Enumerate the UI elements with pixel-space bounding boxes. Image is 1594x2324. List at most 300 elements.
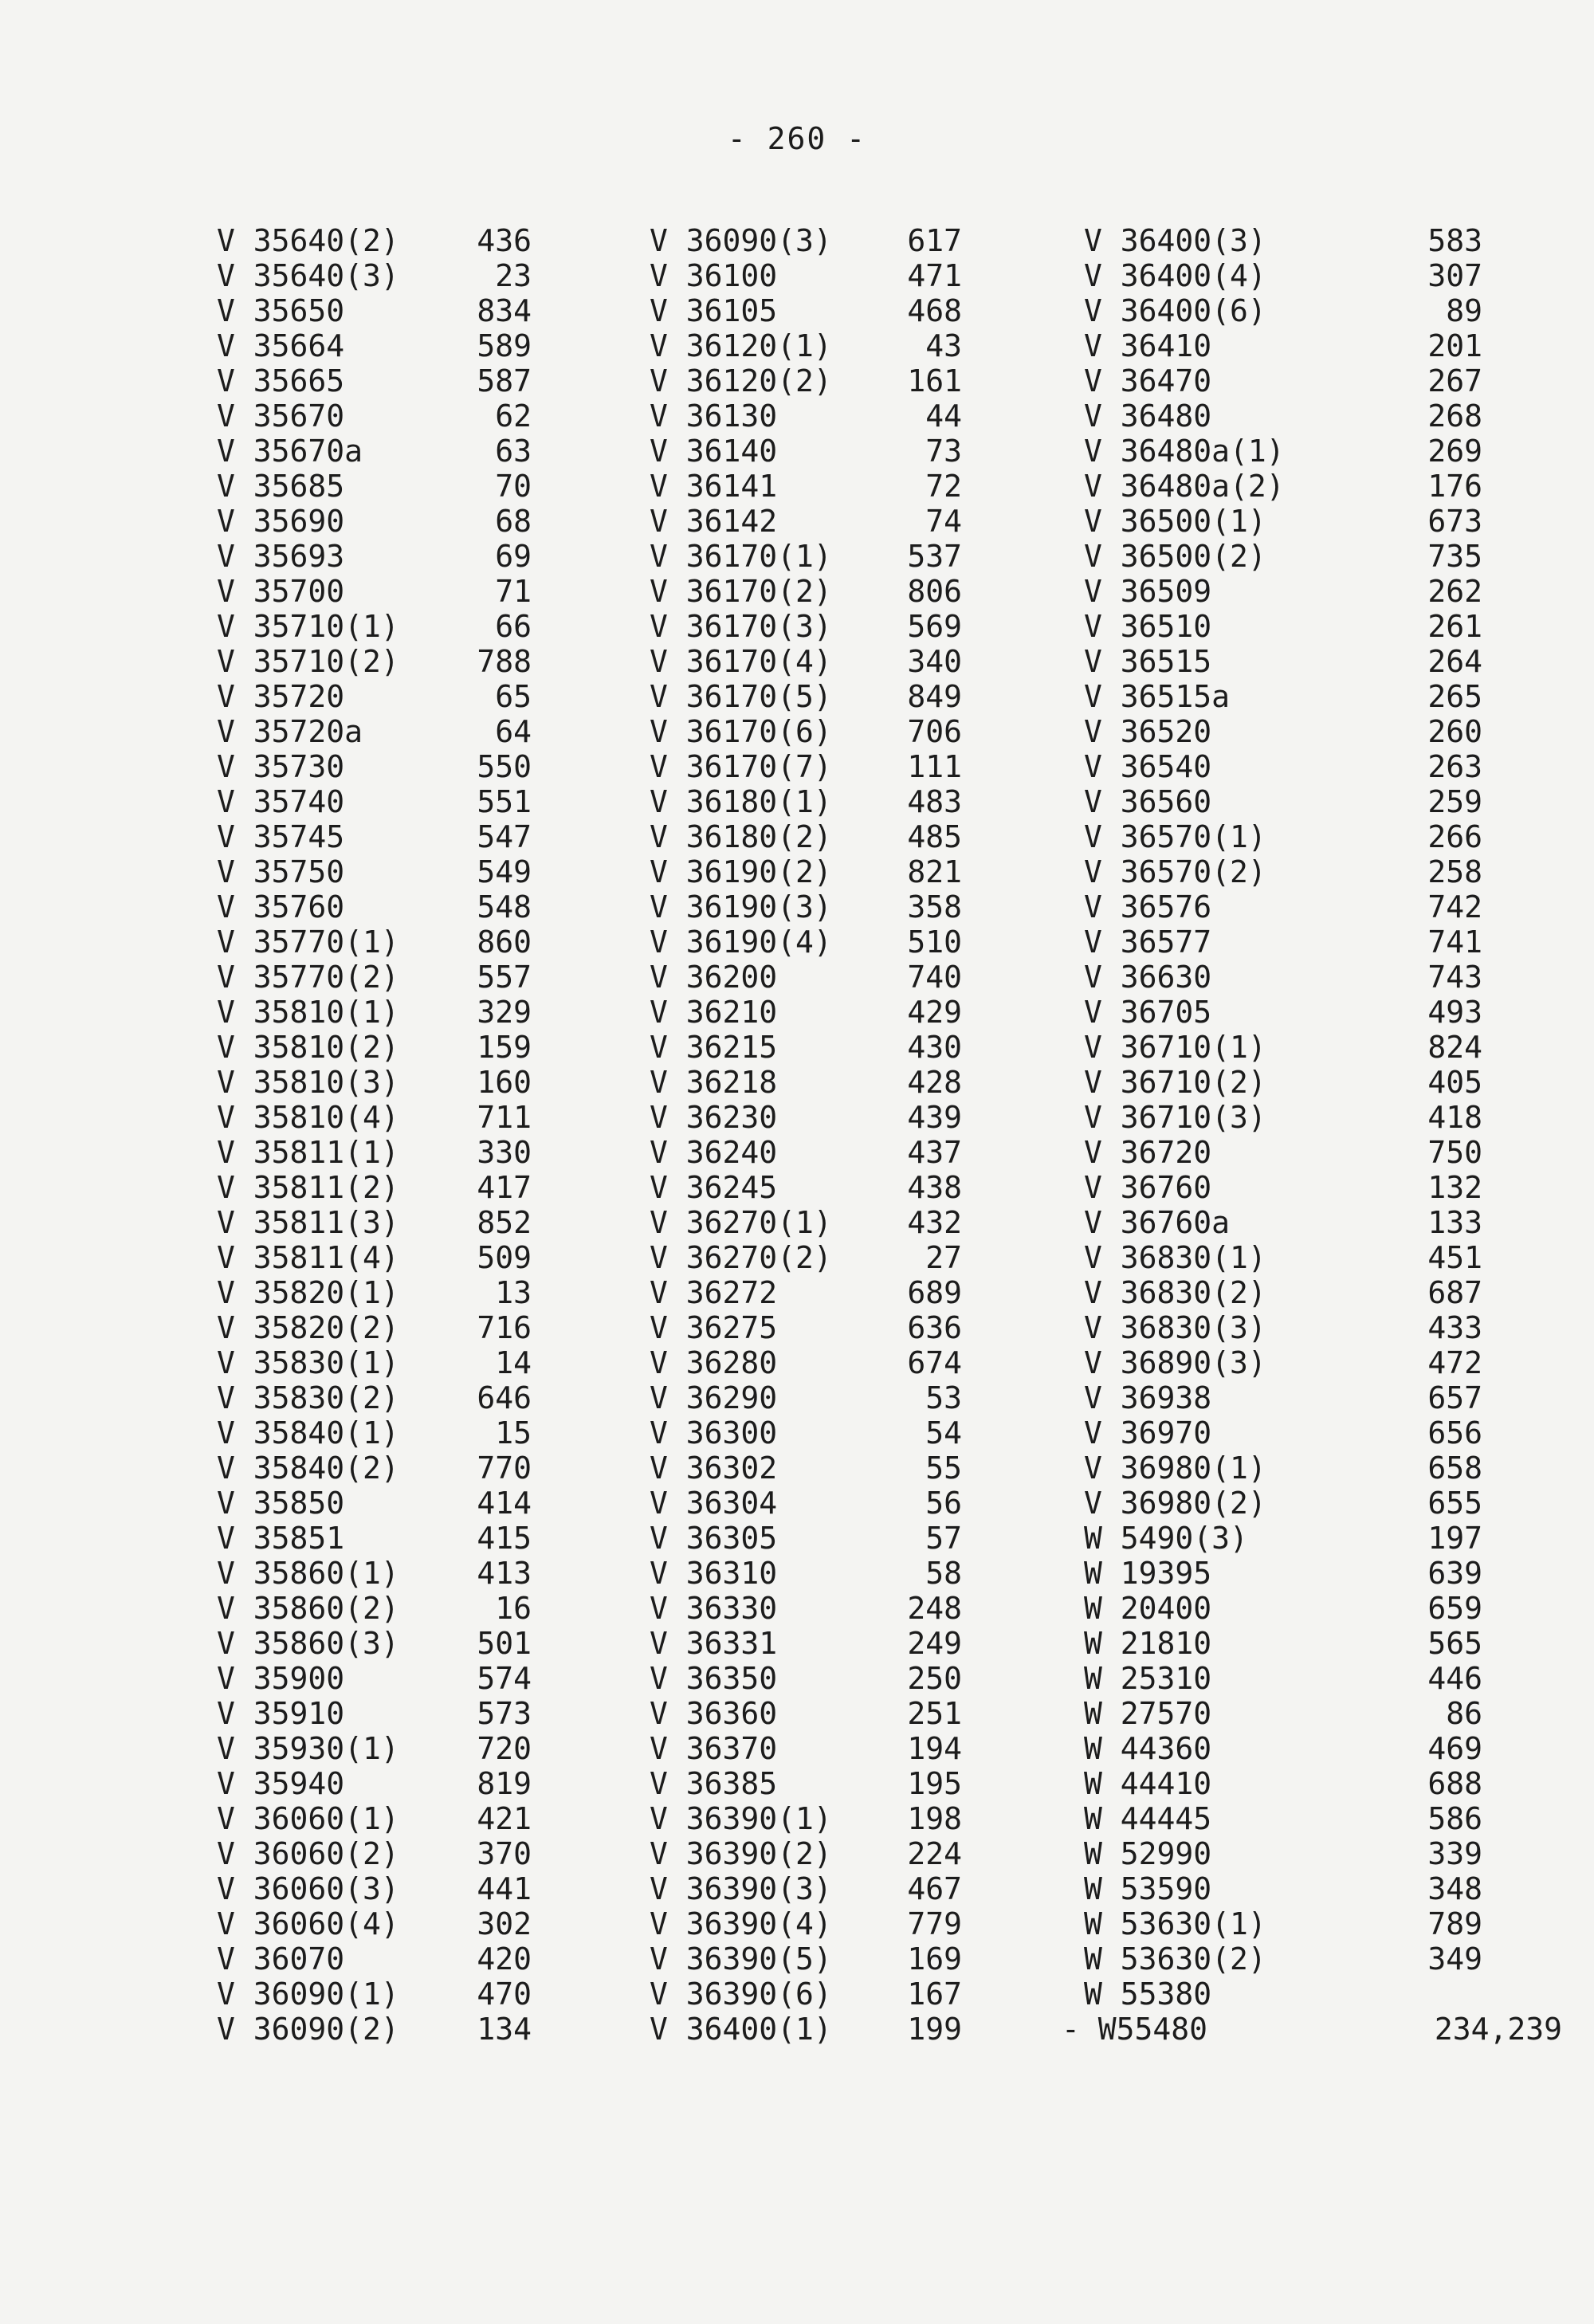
entry-reference: 63 bbox=[495, 434, 532, 469]
entry-code: V 36360 bbox=[650, 1696, 778, 1731]
entry-code: V 36305 bbox=[650, 1521, 778, 1556]
entry-code: V 36400(1) bbox=[650, 2012, 832, 2047]
entry-reference: 659 bbox=[1427, 1591, 1482, 1626]
entry-reference: 834 bbox=[477, 293, 532, 328]
entry-code: V 36577 bbox=[1084, 924, 1212, 960]
index-entry bbox=[217, 1170, 663, 1205]
entry-reference: 468 bbox=[907, 293, 962, 328]
entry-reference: 251 bbox=[907, 1696, 962, 1731]
index-entry bbox=[1084, 819, 1530, 854]
index-entry bbox=[650, 328, 1096, 363]
entry-reference: 852 bbox=[477, 1205, 532, 1240]
entry-reference: 706 bbox=[907, 714, 962, 749]
index-entry bbox=[217, 854, 663, 889]
entry-reference: 565 bbox=[1427, 1626, 1482, 1661]
entry-reference: 269 bbox=[1427, 434, 1482, 469]
entry-reference: 573 bbox=[477, 1696, 532, 1731]
entry-reference: 86 bbox=[1446, 1696, 1482, 1731]
entry-code: V 36170(6) bbox=[650, 714, 832, 749]
entry-reference: 68 bbox=[495, 504, 532, 539]
entry-code: W 21810 bbox=[1084, 1626, 1212, 1661]
entry-reference: 574 bbox=[477, 1661, 532, 1696]
index-entry bbox=[217, 539, 663, 574]
entry-reference: 250 bbox=[907, 1661, 962, 1696]
entry-code: V 36980(2) bbox=[1084, 1486, 1266, 1521]
index-entry bbox=[217, 1556, 663, 1591]
entry-code: W 53590 bbox=[1084, 1871, 1212, 1906]
entry-code: V 36230 bbox=[650, 1100, 778, 1135]
entry-reference: 711 bbox=[477, 1100, 532, 1135]
entry-code: V 36630 bbox=[1084, 960, 1212, 995]
entry-code: V 35740 bbox=[217, 784, 345, 819]
entry-code: V 36060(2) bbox=[217, 1836, 399, 1871]
entry-code: V 36938 bbox=[1084, 1380, 1212, 1415]
entry-code: V 36705 bbox=[1084, 995, 1212, 1030]
entry-code: V 36170(3) bbox=[650, 609, 832, 644]
entry-code: V 36060(1) bbox=[217, 1801, 399, 1836]
entry-reference: 548 bbox=[477, 889, 532, 924]
entry-reference: 430 bbox=[907, 1030, 962, 1065]
index-entry bbox=[1084, 258, 1530, 293]
entry-reference: 72 bbox=[925, 469, 962, 504]
entry-reference: 198 bbox=[907, 1801, 962, 1836]
entry-reference: 689 bbox=[907, 1275, 962, 1310]
entry-reference: 485 bbox=[907, 819, 962, 854]
entry-code: V 36710(2) bbox=[1084, 1065, 1266, 1100]
entry-code: V 36390(4) bbox=[650, 1906, 832, 1941]
index-entry bbox=[1084, 1380, 1530, 1415]
entry-reference: 433 bbox=[1427, 1310, 1482, 1345]
entry-reference: 161 bbox=[907, 363, 962, 398]
entry-code: V 36290 bbox=[650, 1380, 778, 1415]
entry-reference: 15 bbox=[495, 1415, 532, 1451]
index-entry bbox=[650, 1626, 1096, 1661]
entry-reference: 54 bbox=[925, 1415, 962, 1451]
entry-reference: 483 bbox=[907, 784, 962, 819]
entry-reference: 439 bbox=[907, 1100, 962, 1135]
entry-reference: 43 bbox=[925, 328, 962, 363]
entry-code: V 36390(1) bbox=[650, 1801, 832, 1836]
index-entry bbox=[650, 1766, 1096, 1801]
entry-reference: 420 bbox=[477, 1941, 532, 1977]
entry-reference: 132 bbox=[1427, 1170, 1482, 1205]
index-entry bbox=[650, 223, 1096, 258]
entry-code: V 36385 bbox=[650, 1766, 778, 1801]
entry-reference: 569 bbox=[907, 609, 962, 644]
entry-code: V 36215 bbox=[650, 1030, 778, 1065]
entry-reference: 421 bbox=[477, 1801, 532, 1836]
entry-code: V 35640(3) bbox=[217, 258, 399, 293]
index-entry bbox=[1084, 1836, 1530, 1871]
entry-reference: 261 bbox=[1427, 609, 1482, 644]
index-entry bbox=[217, 223, 663, 258]
entry-reference: 265 bbox=[1427, 679, 1482, 714]
entry-reference: 307 bbox=[1427, 258, 1482, 293]
index-entry bbox=[1084, 1030, 1530, 1065]
index-entry bbox=[1084, 1205, 1530, 1240]
entry-code: V 36105 bbox=[650, 293, 778, 328]
index-entry bbox=[1084, 1310, 1530, 1345]
index-entry bbox=[650, 714, 1096, 749]
index-entry bbox=[650, 679, 1096, 714]
entry-code: V 36540 bbox=[1084, 749, 1212, 784]
index-entry bbox=[650, 1591, 1096, 1626]
index-entry bbox=[650, 398, 1096, 434]
entry-code: V 36090(1) bbox=[217, 1977, 399, 2012]
entry-reference: 267 bbox=[1427, 363, 1482, 398]
entry-code: V 35693 bbox=[217, 539, 345, 574]
index-entry bbox=[217, 363, 663, 398]
entry-reference: 302 bbox=[477, 1906, 532, 1941]
index-entry bbox=[650, 644, 1096, 679]
index-entry bbox=[650, 539, 1096, 574]
entry-code: W 25310 bbox=[1084, 1661, 1212, 1696]
index-entry bbox=[1084, 1451, 1530, 1486]
entry-reference: 348 bbox=[1427, 1871, 1482, 1906]
index-entry bbox=[1084, 1871, 1530, 1906]
entry-code: V 36100 bbox=[650, 258, 778, 293]
entry-reference: 16 bbox=[495, 1591, 532, 1626]
entry-code: V 36190(4) bbox=[650, 924, 832, 960]
index-entry bbox=[650, 784, 1096, 819]
entry-code: V 36970 bbox=[1084, 1415, 1212, 1451]
entry-reference: 658 bbox=[1427, 1451, 1482, 1486]
entry-code: V 36245 bbox=[650, 1170, 778, 1205]
index-entry bbox=[217, 819, 663, 854]
index-entry bbox=[217, 1380, 663, 1415]
index-entry bbox=[217, 574, 663, 609]
entry-code: V 36070 bbox=[217, 1941, 345, 1977]
entry-reference: 656 bbox=[1427, 1415, 1482, 1451]
index-entry bbox=[650, 1977, 1096, 2012]
index-entry bbox=[217, 1906, 663, 1941]
entry-code: V 35690 bbox=[217, 504, 345, 539]
index-column-2 bbox=[650, 223, 1096, 2047]
index-entry bbox=[217, 609, 663, 644]
entry-reference: 636 bbox=[907, 1310, 962, 1345]
entry-reference: 201 bbox=[1427, 328, 1482, 363]
entry-reference: 779 bbox=[907, 1906, 962, 1941]
entry-reference: 735 bbox=[1427, 539, 1482, 574]
entry-reference: 358 bbox=[907, 889, 962, 924]
entry-reference: 329 bbox=[477, 995, 532, 1030]
entry-code: V 36302 bbox=[650, 1451, 778, 1486]
entry-reference: 849 bbox=[907, 679, 962, 714]
entry-code: V 35685 bbox=[217, 469, 345, 504]
entry-code: V 36510 bbox=[1084, 609, 1212, 644]
entry-code: V 35640(2) bbox=[217, 223, 399, 258]
index-entry bbox=[217, 1240, 663, 1275]
index-entry bbox=[1084, 434, 1530, 469]
entry-code: V 35760 bbox=[217, 889, 345, 924]
entry-code: V 36180(1) bbox=[650, 784, 832, 819]
entry-reference: 44 bbox=[925, 398, 962, 434]
index-entry bbox=[650, 819, 1096, 854]
entry-code: V 36500(1) bbox=[1084, 504, 1266, 539]
entry-reference: 195 bbox=[907, 1766, 962, 1801]
index-entry bbox=[217, 328, 663, 363]
entry-reference: 537 bbox=[907, 539, 962, 574]
entry-reference: 441 bbox=[477, 1871, 532, 1906]
entry-reference: 133 bbox=[1427, 1205, 1482, 1240]
entry-code: V 36570(1) bbox=[1084, 819, 1266, 854]
entry-reference: 159 bbox=[477, 1030, 532, 1065]
entry-reference: 62 bbox=[495, 398, 532, 434]
entry-code: V 36170(7) bbox=[650, 749, 832, 784]
index-entry bbox=[217, 1030, 663, 1065]
entry-reference: 197 bbox=[1427, 1521, 1482, 1556]
entry-code: W 20400 bbox=[1084, 1591, 1212, 1626]
entry-code: - W55480 bbox=[1062, 2012, 1208, 2047]
entry-code: V 36140 bbox=[650, 434, 778, 469]
index-entry bbox=[1084, 1240, 1530, 1275]
entry-reference: 429 bbox=[907, 995, 962, 1030]
index-entry bbox=[650, 1731, 1096, 1766]
entry-reference: 428 bbox=[907, 1065, 962, 1100]
index-entry bbox=[1084, 398, 1530, 434]
index-entry bbox=[650, 1486, 1096, 1521]
entry-reference: 639 bbox=[1427, 1556, 1482, 1591]
entry-code: V 36270(1) bbox=[650, 1205, 832, 1240]
index-entry bbox=[1062, 2012, 1562, 2047]
entry-reference: 860 bbox=[477, 924, 532, 960]
entry-reference: 687 bbox=[1427, 1275, 1482, 1310]
index-entry bbox=[217, 258, 663, 293]
index-entry bbox=[650, 293, 1096, 328]
entry-code: V 35720a bbox=[217, 714, 363, 749]
entry-reference: 587 bbox=[477, 363, 532, 398]
index-entry bbox=[650, 434, 1096, 469]
index-entry bbox=[650, 1065, 1096, 1100]
index-entry bbox=[650, 1100, 1096, 1135]
entry-code: V 36576 bbox=[1084, 889, 1212, 924]
index-entry bbox=[217, 960, 663, 995]
entry-reference: 510 bbox=[907, 924, 962, 960]
index-entry bbox=[217, 995, 663, 1030]
entry-reference: 263 bbox=[1427, 749, 1482, 784]
entry-code: V 35700 bbox=[217, 574, 345, 609]
entry-reference: 260 bbox=[1427, 714, 1482, 749]
entry-reference: 169 bbox=[907, 1941, 962, 1977]
entry-code: V 35811(1) bbox=[217, 1135, 399, 1170]
entry-code: V 35670a bbox=[217, 434, 363, 469]
index-entry bbox=[650, 1906, 1096, 1941]
entry-reference: 405 bbox=[1427, 1065, 1482, 1100]
entry-reference: 14 bbox=[495, 1345, 532, 1380]
index-entry bbox=[650, 1170, 1096, 1205]
index-entry bbox=[217, 1451, 663, 1486]
index-entry bbox=[1084, 1977, 1530, 2012]
page-number: - 260 - bbox=[727, 121, 867, 156]
entry-code: V 36890(3) bbox=[1084, 1345, 1266, 1380]
index-entry bbox=[1084, 1170, 1530, 1205]
index-entry bbox=[217, 293, 663, 328]
index-entry bbox=[650, 1871, 1096, 1906]
index-entry bbox=[217, 1626, 663, 1661]
entry-code: V 36710(1) bbox=[1084, 1030, 1266, 1065]
index-entry bbox=[650, 1205, 1096, 1240]
entry-code: V 35840(1) bbox=[217, 1415, 399, 1451]
index-entry bbox=[650, 1135, 1096, 1170]
entry-reference: 673 bbox=[1427, 504, 1482, 539]
entry-code: W 52990 bbox=[1084, 1836, 1212, 1871]
index-entry bbox=[1084, 714, 1530, 749]
entry-code: V 36272 bbox=[650, 1275, 778, 1310]
index-entry bbox=[650, 1345, 1096, 1380]
index-entry bbox=[1084, 223, 1530, 258]
entry-code: V 36390(6) bbox=[650, 1977, 832, 2012]
entry-code: V 36710(3) bbox=[1084, 1100, 1266, 1135]
entry-reference: 194 bbox=[907, 1731, 962, 1766]
entry-reference: 27 bbox=[925, 1240, 962, 1275]
entry-code: V 35910 bbox=[217, 1696, 345, 1731]
entry-code: V 36830(1) bbox=[1084, 1240, 1266, 1275]
index-entry bbox=[650, 363, 1096, 398]
index-entry bbox=[217, 1941, 663, 1977]
entry-reference: 73 bbox=[925, 434, 962, 469]
index-entry bbox=[217, 434, 663, 469]
entry-reference: 770 bbox=[477, 1451, 532, 1486]
entry-reference: 176 bbox=[1427, 469, 1482, 504]
entry-code: V 36170(5) bbox=[650, 679, 832, 714]
entry-code: V 36060(3) bbox=[217, 1871, 399, 1906]
entry-reference: 134 bbox=[477, 2012, 532, 2047]
index-entry bbox=[217, 644, 663, 679]
entry-reference: 471 bbox=[907, 258, 962, 293]
index-entry bbox=[217, 749, 663, 784]
entry-reference: 432 bbox=[907, 1205, 962, 1240]
entry-reference: 370 bbox=[477, 1836, 532, 1871]
entry-reference: 55 bbox=[925, 1451, 962, 1486]
entry-code: W 55380 bbox=[1084, 1977, 1212, 2012]
index-entry bbox=[650, 749, 1096, 784]
entry-code: V 36760 bbox=[1084, 1170, 1212, 1205]
entry-reference: 586 bbox=[1427, 1801, 1482, 1836]
index-entry bbox=[650, 1415, 1096, 1451]
entry-code: V 36142 bbox=[650, 504, 778, 539]
entry-reference: 551 bbox=[477, 784, 532, 819]
index-entry bbox=[1084, 1591, 1530, 1626]
entry-code: W 53630(2) bbox=[1084, 1941, 1266, 1977]
entry-code: V 35811(3) bbox=[217, 1205, 399, 1240]
entry-reference: 743 bbox=[1427, 960, 1482, 995]
index-entry bbox=[1084, 609, 1530, 644]
index-entry bbox=[650, 995, 1096, 1030]
entry-reference: 789 bbox=[1427, 1906, 1482, 1941]
index-entry bbox=[1084, 960, 1530, 995]
index-entry bbox=[1084, 1661, 1530, 1696]
entry-reference: 415 bbox=[477, 1521, 532, 1556]
entry-reference: 58 bbox=[925, 1556, 962, 1591]
index-entry bbox=[217, 1486, 663, 1521]
entry-reference: 824 bbox=[1427, 1030, 1482, 1065]
entry-code: V 36240 bbox=[650, 1135, 778, 1170]
entry-code: V 36480 bbox=[1084, 398, 1212, 434]
index-entry bbox=[217, 1065, 663, 1100]
index-entry bbox=[217, 1766, 663, 1801]
entry-code: V 35851 bbox=[217, 1521, 345, 1556]
entry-reference: 583 bbox=[1427, 223, 1482, 258]
entry-reference: 740 bbox=[907, 960, 962, 995]
index-entry bbox=[217, 1731, 663, 1766]
entry-reference: 646 bbox=[477, 1380, 532, 1415]
entry-code: V 35810(2) bbox=[217, 1030, 399, 1065]
index-entry bbox=[650, 258, 1096, 293]
entry-reference: 547 bbox=[477, 819, 532, 854]
index-entry bbox=[650, 1310, 1096, 1345]
index-entry bbox=[1084, 889, 1530, 924]
entry-reference: 788 bbox=[477, 644, 532, 679]
index-entry bbox=[650, 1521, 1096, 1556]
entry-code: V 36210 bbox=[650, 995, 778, 1030]
entry-code: W 44360 bbox=[1084, 1731, 1212, 1766]
entry-code: V 35745 bbox=[217, 819, 345, 854]
index-entry bbox=[217, 469, 663, 504]
entry-code: V 36830(3) bbox=[1084, 1310, 1266, 1345]
index-entry bbox=[217, 1345, 663, 1380]
entry-code: W 53630(1) bbox=[1084, 1906, 1266, 1941]
index-entry bbox=[1084, 1275, 1530, 1310]
entry-code: V 36275 bbox=[650, 1310, 778, 1345]
index-entry bbox=[650, 2012, 1096, 2047]
entry-reference: 742 bbox=[1427, 889, 1482, 924]
index-entry bbox=[1084, 1626, 1530, 1661]
entry-code: V 35710(2) bbox=[217, 644, 399, 679]
entry-reference: 469 bbox=[1427, 1731, 1482, 1766]
entry-reference: 549 bbox=[477, 854, 532, 889]
entry-reference: 268 bbox=[1427, 398, 1482, 434]
entry-reference: 74 bbox=[925, 504, 962, 539]
entry-reference: 71 bbox=[495, 574, 532, 609]
index-entry bbox=[1084, 328, 1530, 363]
entry-code: V 36830(2) bbox=[1084, 1275, 1266, 1310]
entry-code: V 36980(1) bbox=[1084, 1451, 1266, 1486]
entry-code: V 36280 bbox=[650, 1345, 778, 1380]
entry-code: V 36350 bbox=[650, 1661, 778, 1696]
entry-code: V 35664 bbox=[217, 328, 345, 363]
index-entry bbox=[217, 1661, 663, 1696]
entry-reference: 249 bbox=[907, 1626, 962, 1661]
index-entry bbox=[1084, 644, 1530, 679]
entry-reference: 66 bbox=[495, 609, 532, 644]
entry-code: V 36509 bbox=[1084, 574, 1212, 609]
entry-reference: 56 bbox=[925, 1486, 962, 1521]
index-entry bbox=[217, 1275, 663, 1310]
entry-reference: 688 bbox=[1427, 1766, 1482, 1801]
entry-code: V 36390(2) bbox=[650, 1836, 832, 1871]
entry-code: V 36190(2) bbox=[650, 854, 832, 889]
index-column-1 bbox=[217, 223, 663, 2047]
index-entry bbox=[217, 1100, 663, 1135]
entry-code: V 36130 bbox=[650, 398, 778, 434]
index-entry bbox=[1084, 574, 1530, 609]
entry-reference: 266 bbox=[1427, 819, 1482, 854]
index-entry bbox=[650, 924, 1096, 960]
entry-code: V 35830(2) bbox=[217, 1380, 399, 1415]
index-entry bbox=[217, 714, 663, 749]
index-entry bbox=[1084, 1906, 1530, 1941]
entry-reference: 716 bbox=[477, 1310, 532, 1345]
entry-code: W 19395 bbox=[1084, 1556, 1212, 1591]
entry-code: V 36090(2) bbox=[217, 2012, 399, 2047]
index-entry bbox=[650, 1941, 1096, 1977]
index-entry bbox=[217, 784, 663, 819]
entry-code: V 36400(4) bbox=[1084, 258, 1266, 293]
entry-code: V 35720 bbox=[217, 679, 345, 714]
index-entry bbox=[217, 2012, 663, 2047]
entry-code: V 36120(2) bbox=[650, 363, 832, 398]
index-entry bbox=[1084, 924, 1530, 960]
